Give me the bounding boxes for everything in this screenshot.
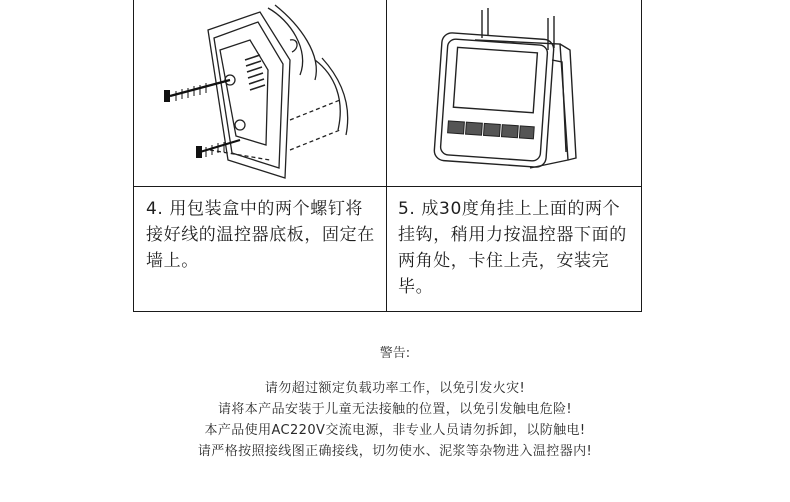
table-bottom-border [133,311,642,312]
wall-mount-base-illustration [150,0,380,182]
thermostat-hook-on-illustration [420,0,620,182]
warning-line-3: 本产品使用AC220V交流电源，非专业人员请勿拆卸，以防触电! [204,423,586,438]
warning-section [0,344,790,462]
table-right-border [641,0,642,312]
warning-line-1: 请勿超过额定负载功率工作，以免引发火灾! [264,381,526,396]
table-middle-border [386,0,387,312]
step-5-text: 5. 成30度角挂上上面的两个挂钩，稍用力按温控器下面的两角处，卡住上壳，安装完毕。 [398,199,627,297]
warning-title: 警告: [379,346,411,361]
step-4-text: 4. 用包装盒中的两个螺钉将接好线的温控器底板，固定在墙上。 [146,199,375,271]
warning-line-2: 请将本产品安装于儿童无法接触的位置，以免引发触电危险! [217,402,572,417]
table-row-divider [133,186,642,187]
warning-line-4: 请严格按照接线图正确接线，切勿使水、泥浆等杂物进入温控器内! [197,444,593,459]
table-left-border [133,0,134,312]
